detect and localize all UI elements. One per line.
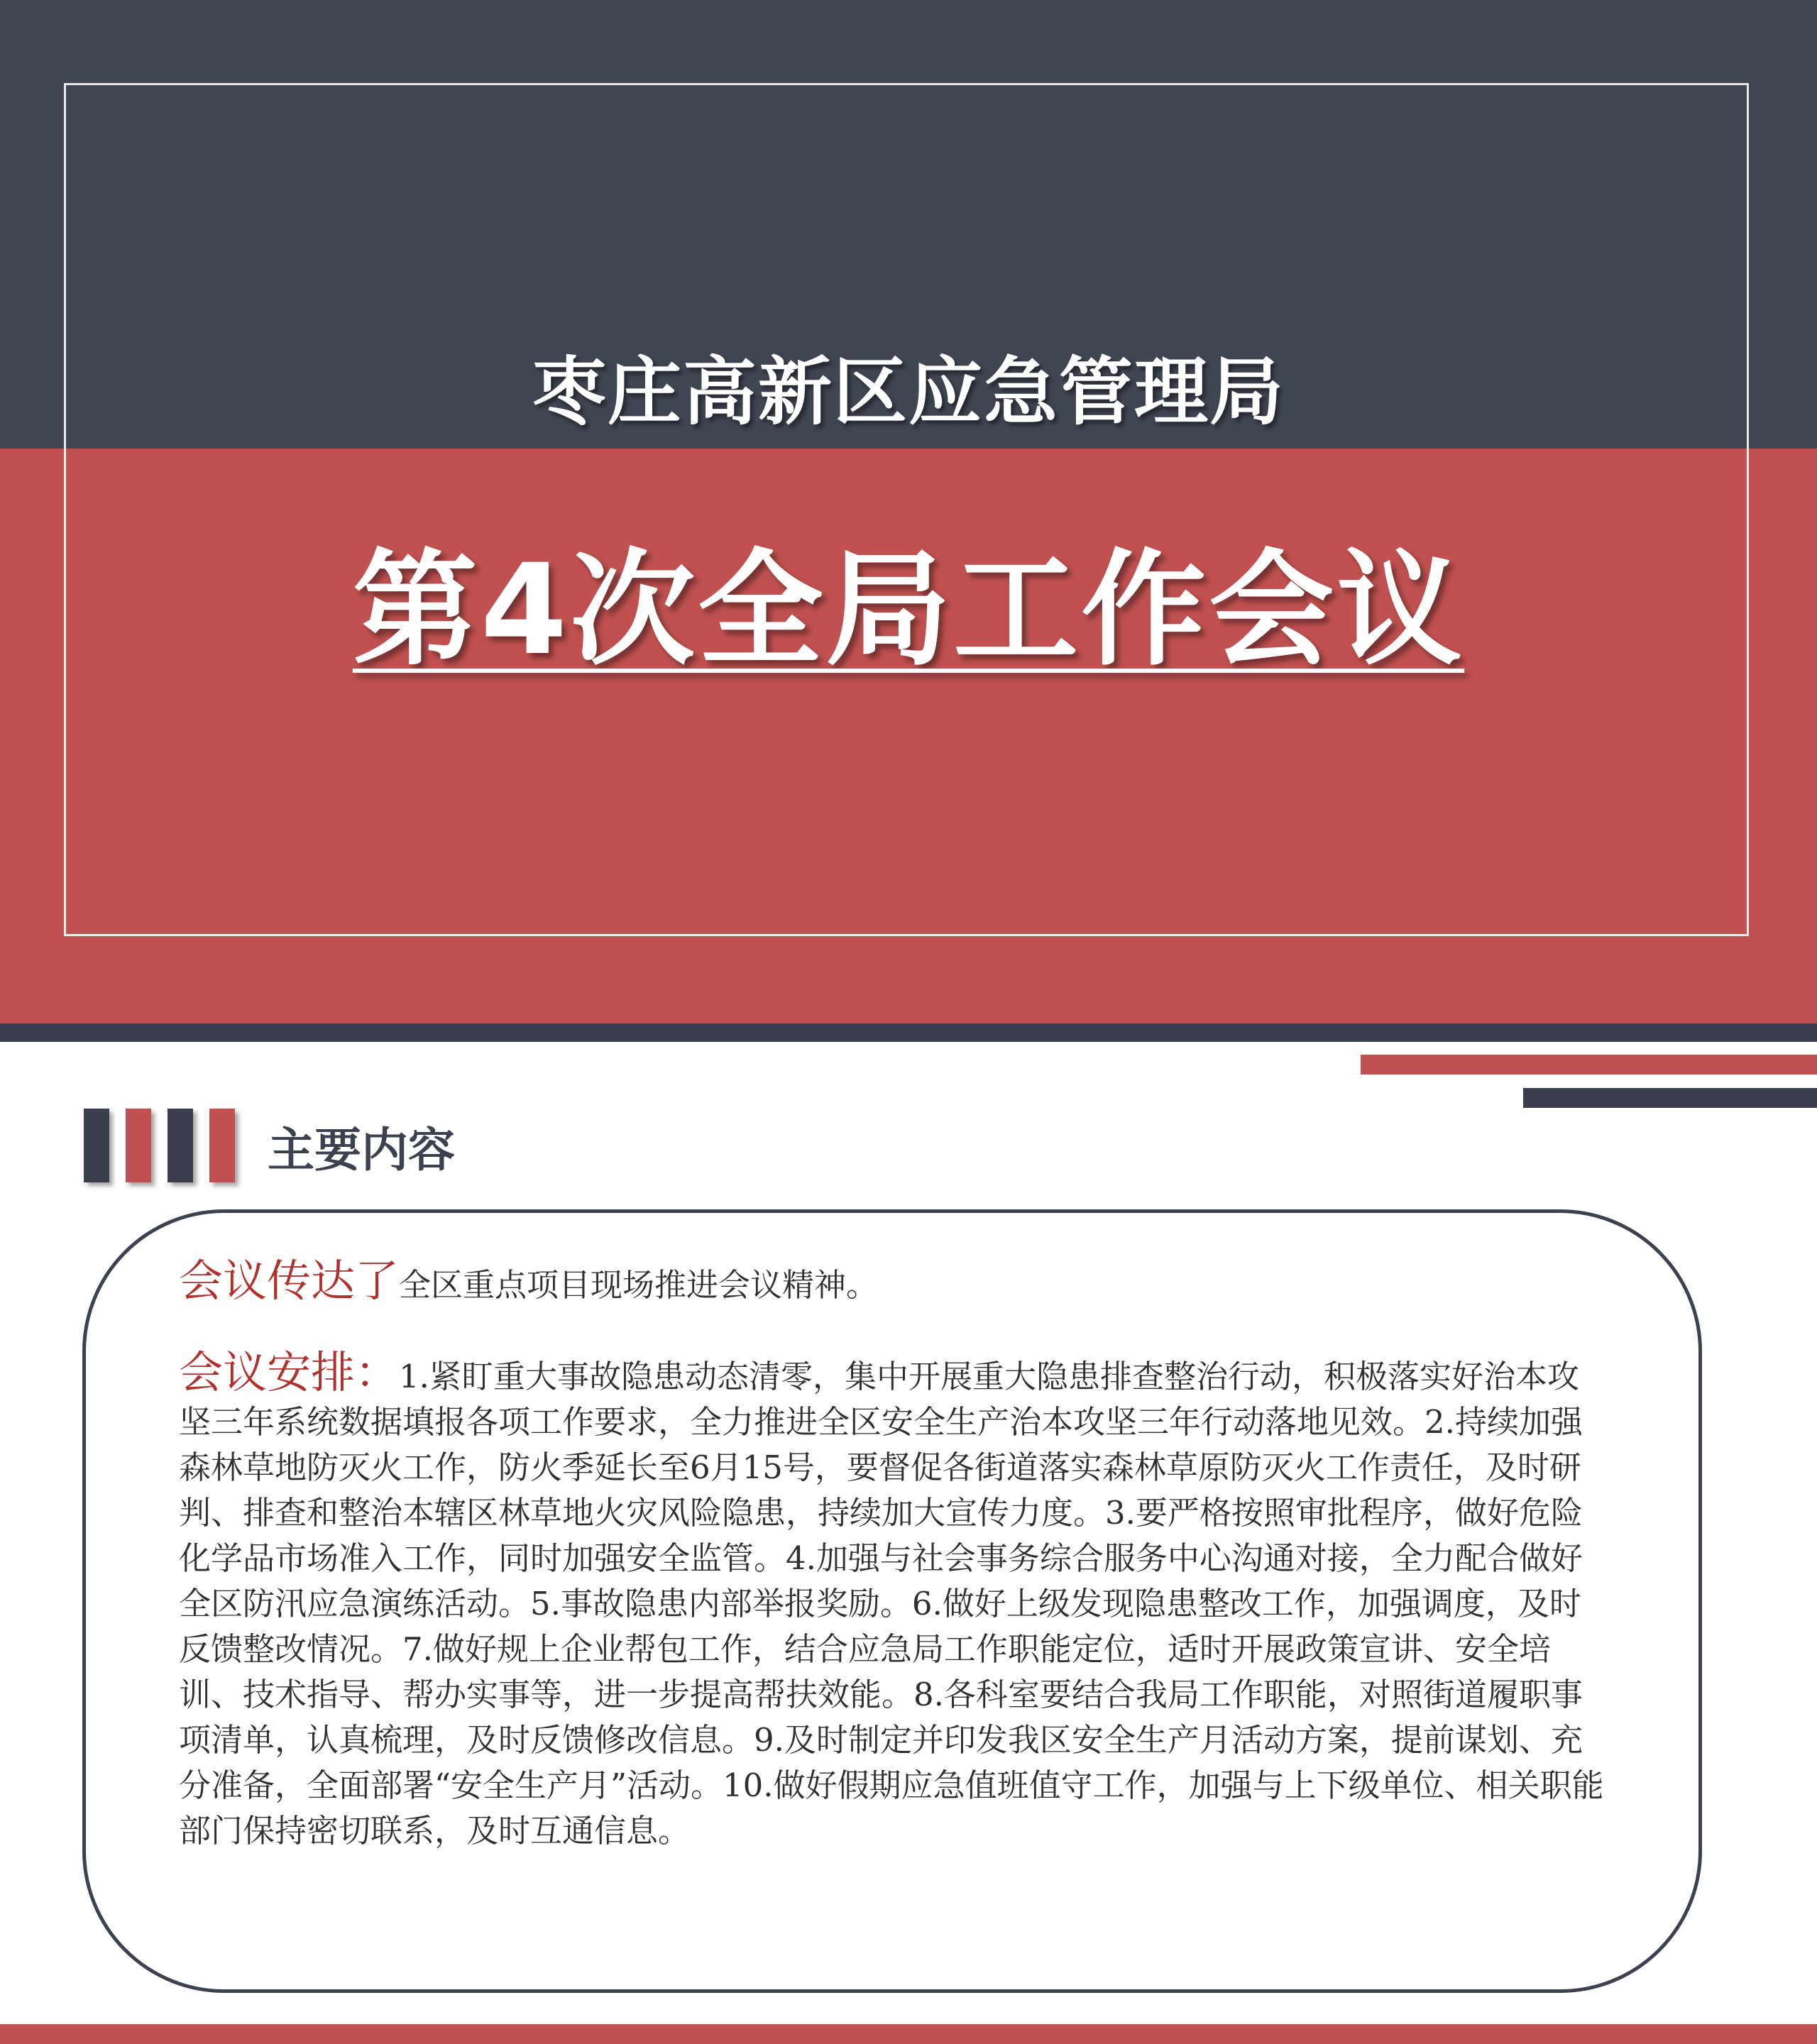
paragraph-arrangements xyxy=(179,1348,1605,1854)
content-text xyxy=(179,1259,1605,1854)
decorative-dark-bar xyxy=(1523,1088,1817,1108)
section-marker-bar xyxy=(168,1109,193,1182)
meeting-title-text: 第4次全局工作会议 xyxy=(352,537,1465,683)
organization-name: 枣庄高新区应急管理局 xyxy=(532,348,1285,435)
summary-lead: 会议传达了 xyxy=(179,1257,400,1306)
footer-bar xyxy=(0,2024,1817,2044)
summary-text: 全区重点项目现场推进会议精神。 xyxy=(399,1266,879,1304)
arrangements-lead: 会议安排： xyxy=(179,1348,400,1397)
section-marker-bar xyxy=(209,1109,235,1182)
meeting-title xyxy=(0,510,1817,689)
hero-divider-strip xyxy=(0,1023,1817,1042)
section-marker-bar xyxy=(84,1109,109,1182)
section-title: 主要内容 xyxy=(268,1123,455,1177)
section-marker-bar xyxy=(126,1109,151,1182)
paragraph-summary xyxy=(179,1259,1605,1308)
decorative-red-bar xyxy=(1361,1055,1817,1075)
arrangements-text: 1.紧盯重大事故隐患动态清零，集中开展重大隐患排查整治行动，积极落实好治本攻坚三年系统数据填报各项工作要求，全力推进全区安全生产治本攻坚三年行动落地见效。2.持续加强森林草地防灭火工作，防火季延长至6月15号，要督促各街道落实森林草原防灭火工作责任，及时研判、排查和整治本辖区林草地火灾风险隐患，持续加大宣传力度。3.要严格按照审批程序，做好危险化学品市场准入工作，同时加强安全监管。4.加强与社会事务综合服务中心沟通对接，全力配合做好全区防汛应急演练活动。5.事故隐患内部举报奖励。6.做好上级发现隐患整改工作，加强调度，及时反馈整改情况。7.做好规上企业帮包工作，结合应急局工作职能定位，适时开展政策宣讲、安全培训、技术指导、帮办实事等，进一步提高帮扶效能。8.各科室要结合我局工作职能，对照街道履职事项清单，认真梳理，及时反馈修改信息。9.及时制定并印发我区安全生产月活动方案，提前谋划、充分准备，全面部署“安全生产月”活动。10.做好假期应急值班值守工作，加强与上下级单位、相关职能部门保持密切联系，及时互通信息。 xyxy=(179,1358,1604,1850)
